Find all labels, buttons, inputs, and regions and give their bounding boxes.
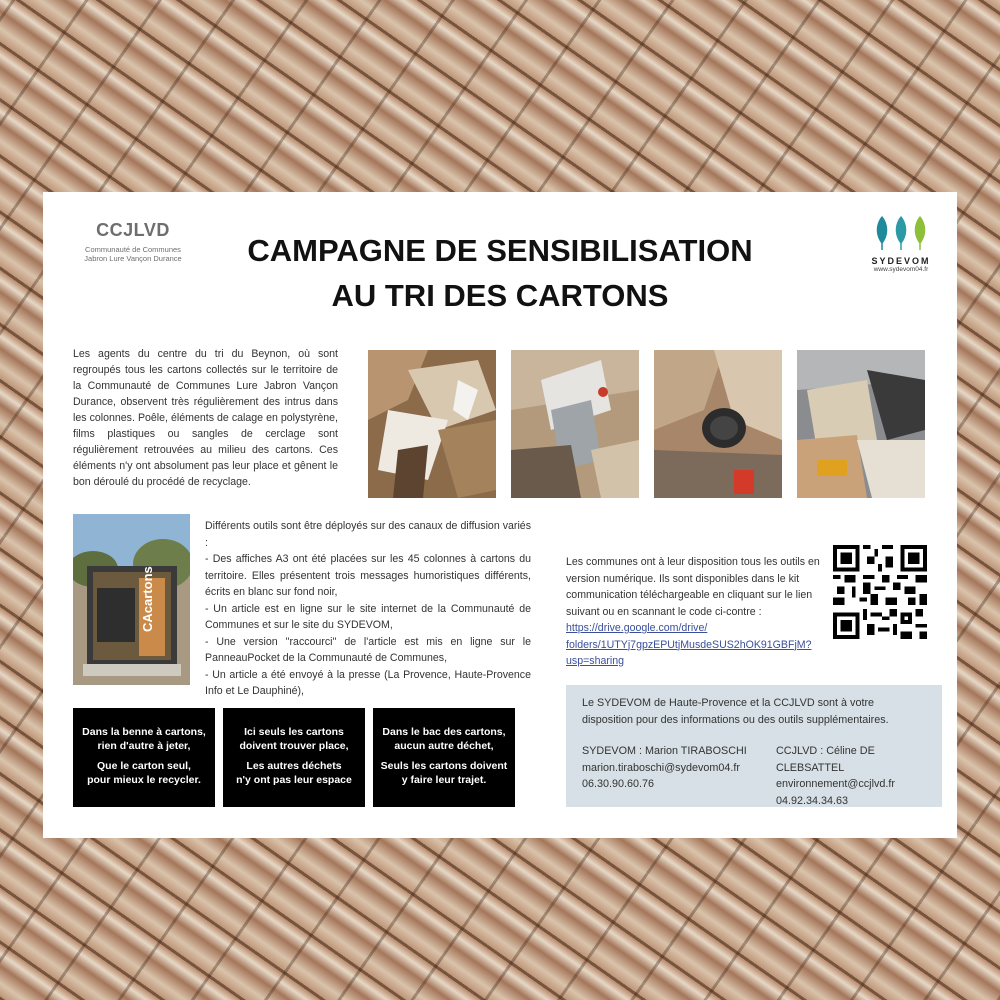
message-3-line3: Seuls les cartons doivent <box>380 760 508 772</box>
message-box-3 <box>373 708 515 807</box>
poster-column-text: CAcartons <box>140 566 155 632</box>
contact-ccjlvd-email[interactable]: environnement@ccjlvd.fr <box>776 778 895 790</box>
intro-paragraph: Les agents du centre du tri du Beynon, où sont regroupés tous les cartons collectés sur le territoire de la Communauté de Communes Lure Jabron Vançon Durance, observent très régulièrement des intrus dans les colonnes. Poêle, éléments de calage en polystyrène, films plastiques ou sangles de cerclage sont régulièrement retrouvées au milieu des cartons. Ces éléments n'y ont absolument pas leur place et gênent le bon déroulé du procédé de recyclage. <box>73 348 338 488</box>
message-2-line4: n'y ont pas leur espace <box>236 773 352 786</box>
contact-ccjlvd-label: CCJLVD : Céline DE CLEBSATTEL <box>776 745 875 774</box>
title-line1: CAMPAGNE DE SENSIBILISATION <box>247 233 753 268</box>
contact-sydevom-label: SYDEVOM : Marion TIRABOSCHI <box>582 745 747 757</box>
contact-box <box>566 685 942 807</box>
waste-photo-1 <box>368 350 496 498</box>
message-box-2 <box>223 708 365 807</box>
message-3-line2: aucun autre déchet, <box>394 739 494 752</box>
contact-sydevom <box>582 743 747 793</box>
title-line2: AU TRI DES CARTONS <box>331 278 669 313</box>
contact-ccjlvd-phone: 04.92.34.34.63 <box>776 794 849 807</box>
tools-line-1: Différents outils sont être déployés sur des canaux de diffusion variés : <box>205 520 531 549</box>
sydevom-logo <box>861 214 941 273</box>
sydevom-logo-name: SYDEVOM <box>871 256 931 266</box>
poster-panel <box>43 192 957 838</box>
communes-text: Les communes ont à leur disposition tous les outils en version numérique. Ils sont disponibles dans le kit communication téléchargeable en cliquant sur le lien suivant ou en scannant le code ci-contre : <box>566 556 820 618</box>
tools-line-4: - Une version ''raccourci'' de l'article est mis en ligne sur le PanneauPocket de la Communauté de Communes, <box>205 635 531 664</box>
waste-photo-2 <box>511 350 639 498</box>
message-3-line1: Dans le bac des cartons, <box>382 726 506 738</box>
message-1-line4: pour mieux le recycler. <box>87 773 201 786</box>
message-2-line2: doivent trouver place, <box>239 739 349 752</box>
tools-line-2: - Des affiches A3 ont été placées sur les 45 colonnes à cartons du territoire. Elles présentent trois messages humoristiques différents, écrits en blanc sur fond noir, <box>205 553 531 598</box>
message-3-line4: y faire leur trajet. <box>401 773 487 786</box>
kit-link-line1[interactable]: https://drive.google.com/drive/ <box>566 622 708 634</box>
qr-code[interactable] <box>833 545 927 639</box>
message-1-line2: rien d'autre à jeter, <box>97 739 191 752</box>
waste-photo-3 <box>654 350 782 498</box>
waste-photo-4 <box>797 350 925 498</box>
leaves-icon <box>873 214 929 252</box>
message-2-line1: Ici seuls les cartons <box>244 726 344 738</box>
kit-link-line2[interactable]: folders/1UTYj7gpzEPUtjMusdeSUS2hOK91GBFjM?usp=sharing <box>566 638 812 667</box>
tools-line-5: - Un article a été envoyé à la presse (La Provence, Haute-Provence Info et Le Dauphiné), <box>205 668 531 697</box>
contact-sydevom-email[interactable]: marion.tiraboschi@sydevom04.fr <box>582 761 740 774</box>
ccjlvd-subtitle-line1: Communauté de Communes <box>85 245 181 254</box>
ccjlvd-logo <box>73 220 193 263</box>
ccjlvd-logo-subtitle <box>73 245 193 263</box>
sydevom-logo-url: www.sydevom04.fr <box>873 266 929 273</box>
contact-sydevom-phone: 06.30.90.60.76 <box>582 778 655 790</box>
communes-paragraph <box>566 554 828 670</box>
contact-intro: Le SYDEVOM de Haute-Provence et la CCJLVD sont à votre disposition pour des informations ou des outils supplémentaires. <box>582 697 889 726</box>
contact-ccjlvd <box>776 743 942 809</box>
page-title <box>193 228 807 318</box>
message-box-1 <box>73 708 215 807</box>
ccjlvd-subtitle-line2: Jabron Lure Vançon Durance <box>84 254 182 263</box>
ccjlvd-logo-name: CCJLVD <box>96 220 170 240</box>
message-1-line1: Dans la benne à cartons, <box>82 726 206 738</box>
tools-paragraph <box>205 518 531 700</box>
message-2-line3: Les autres déchets <box>246 760 342 772</box>
message-1-line3: Que le carton seul, <box>97 760 191 772</box>
poster-column-photo <box>73 514 190 685</box>
tools-line-3: - Un article est en ligne sur le site internet de la Communauté de Communes et sur le site du SYDEVOM, <box>205 602 531 631</box>
